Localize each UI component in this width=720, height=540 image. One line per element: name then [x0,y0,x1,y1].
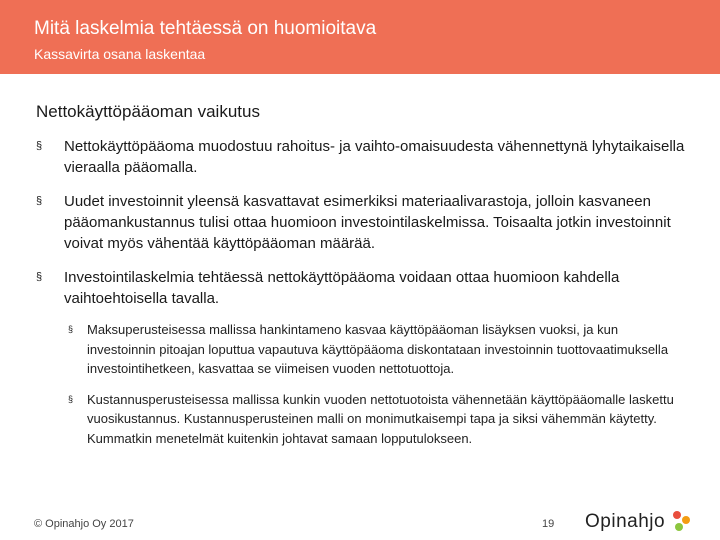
bullet-text: Investointilaskelmia tehtäessä nettokäyttöpääoma voidaan ottaa huomioon kahdella vaihtoehtoisella tavalla. [64,269,620,307]
page-number: 19 [542,518,555,530]
subbullet-marker: § [68,324,74,334]
bullet-item [36,267,686,309]
bullet-text: Nettokäyttöpääoma muodostuu rahoitus- ja vaihto-omaisuudesta vähennettynä lyhytaikaisella vieraalla pääomalla. [64,138,685,176]
bullet-item [36,136,686,178]
bullet-list [36,136,686,459]
bullet-text: Uudet investoinnit yleensä kasvattavat esimerkiksi materiaalivarastoja, jolloin kasvaneen pääomankustannus tulisi ottaa huomioon investointilaskelmissa. Toisaalta jotkin investoinnit voivat myös vähentää käyttöpääoman määrää. [64,193,671,252]
subbullet-marker: § [68,393,74,404]
subbullet-text: Maksuperusteisessa mallissa hankintameno kasvaa käyttöpääoman lisäyksen vuoksi, ja kun investoinnin pitoajan loputtua vapautuva käyttöpääoma diskontataan investoinnin tuottovaatimuksella investointihetkeen, kasvattaa se viimeisen vuoden nettotuottoja. [87,322,669,376]
footer-copyright: © Opinahjo Oy 2017 [34,518,134,530]
slide-header [0,0,720,74]
subbullet-text: Kustannusperusteisessa mallissa kunkin vuoden nettotuotoista vähennetään käyttöpääomalle laskettu vuosikustannus. Kustannusperusteinen malli on monimutkaisempi tapa ja siksi vähemmän käytetty. Kummatkin menetelmät kuitenkin johtavat samaan lopputulokseen. [87,391,674,446]
logo-wordmark: Opinahjo [585,511,666,532]
bullet-item [36,191,686,254]
subbullet-list [68,320,688,448]
bullet-marker: § [36,140,43,152]
subbullet-item [68,390,688,449]
subbullet-item [68,320,688,379]
slide-subtitle: Kassavirta osana laskentaa [34,46,206,62]
logo-mark-icon [671,510,693,534]
bullet-marker: § [36,195,43,207]
bullet-marker: § [36,271,43,283]
slide-title: Mitä laskelmia tehtäessä on huomioitava [34,18,377,39]
section-heading: Nettokäyttöpääoman vaikutus [36,102,260,121]
opinahjo-logo [585,508,695,536]
